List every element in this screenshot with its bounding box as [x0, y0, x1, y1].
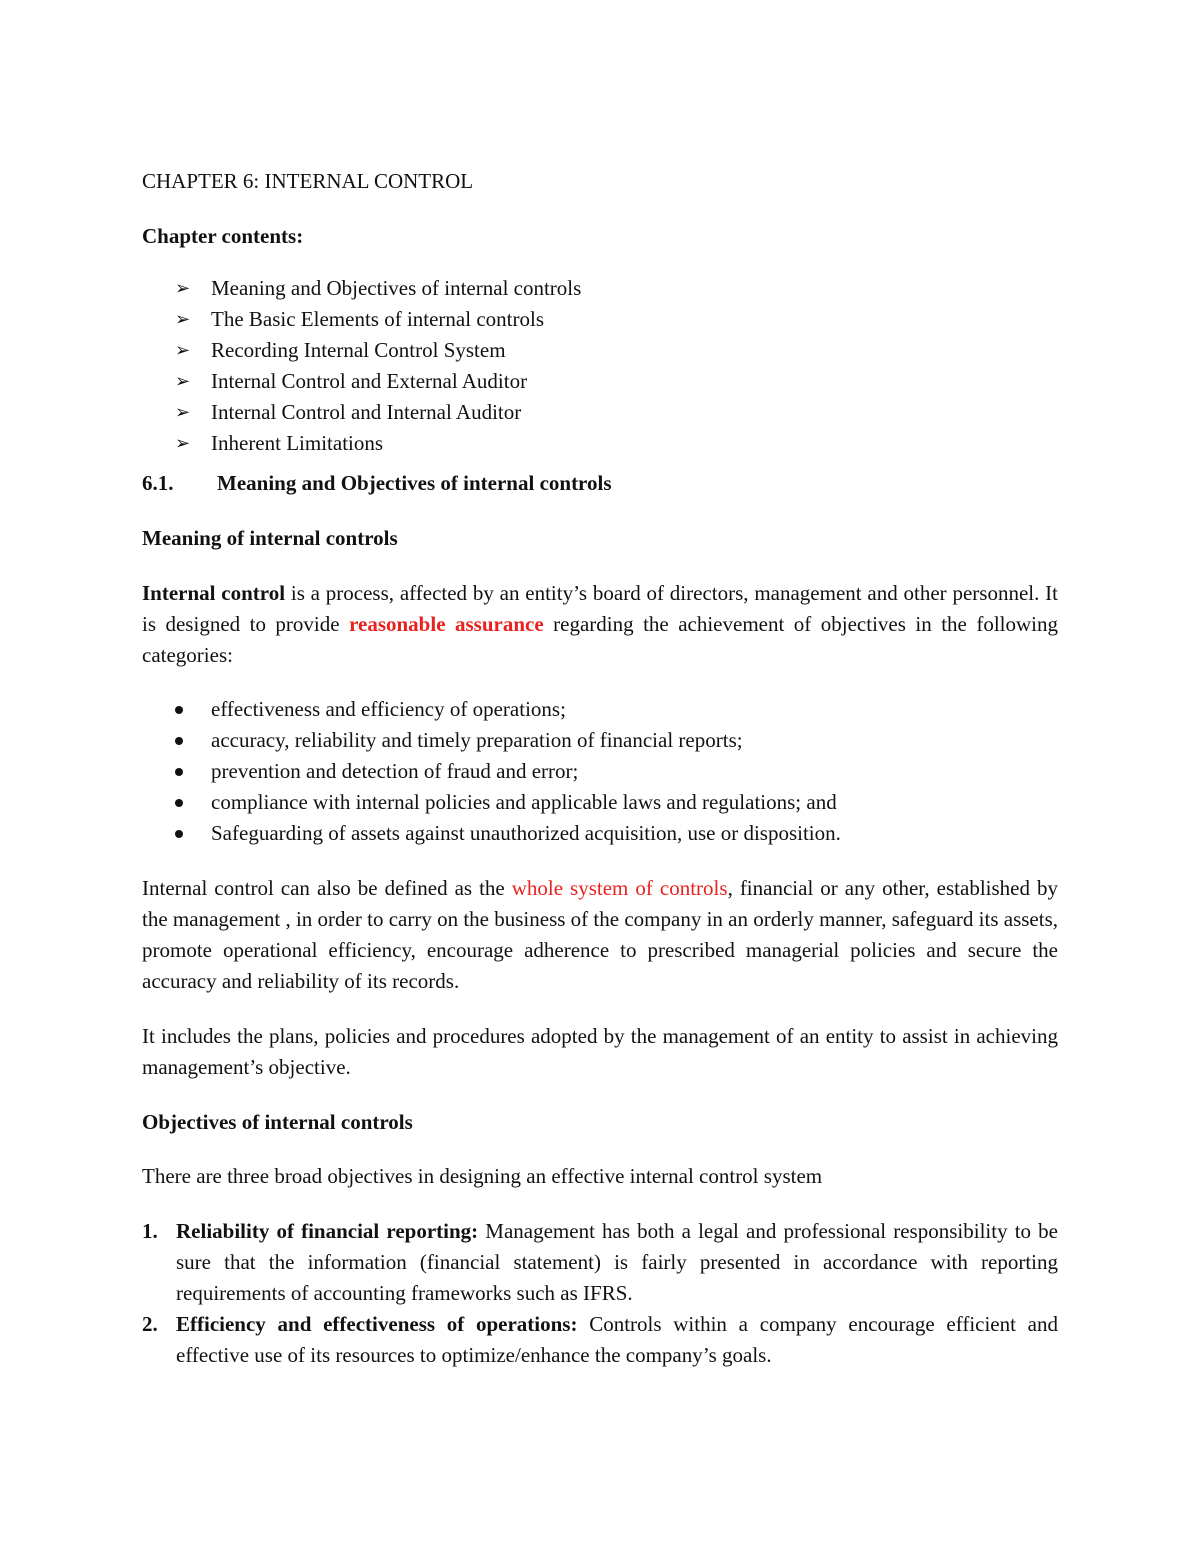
list-item: ➢ Internal Control and External Auditor: [175, 366, 581, 397]
bullet-icon: [175, 768, 183, 776]
list-item: ➢ Internal Control and Internal Auditor: [175, 397, 581, 428]
list-item: ➢ Meaning and Objectives of internal controls: [175, 273, 581, 304]
objectives-intro: There are three broad objectives in designing an effective internal control system: [142, 1164, 823, 1188]
highlight-text: reasonable assurance: [349, 612, 544, 636]
objective-label: Reliability of financial reporting:: [176, 1219, 479, 1243]
bullet-icon: [175, 737, 183, 745]
list-item: prevention and detection of fraud and error;: [175, 756, 841, 787]
list-item: accuracy, reliability and timely preparation of financial reports;: [175, 725, 841, 756]
list-item: ➢ The Basic Elements of internal controls: [175, 304, 581, 335]
list-item: 1. Reliability of financial reporting: Management has both a legal and professional responsibility to be sure that the information (financial statement) is fairly presented in accordance with reporting requirements of accounting frameworks such as IFRS.: [142, 1219, 1058, 1305]
list-item: compliance with internal policies and applicable laws and regulations; and: [175, 787, 841, 818]
highlight-text: whole system of controls: [511, 876, 728, 900]
objective-label: Efficiency and effectiveness of operations:: [176, 1312, 578, 1336]
arrow-bullet-icon: ➢: [175, 309, 191, 330]
chapter-title: CHAPTER 6: INTERNAL CONTROL: [142, 169, 474, 193]
objectives-heading: Objectives of internal controls: [142, 1110, 413, 1134]
arrow-bullet-icon: ➢: [175, 340, 191, 361]
arrow-bullet-icon: ➢: [175, 433, 191, 454]
list-item: ➢ Recording Internal Control System: [175, 335, 581, 366]
categories-list: [175, 694, 841, 849]
bullet-icon: [175, 830, 183, 838]
list-item: ➢ Inherent Limitations: [175, 428, 581, 459]
definition-paragraph: Internal control is a process, affected by an entity’s board of directors, management and other personnel. It is designed to provide reasonable assurance regarding the achievement of objectives in the following categories:: [142, 581, 1058, 667]
arrow-bullet-icon: ➢: [175, 371, 191, 392]
system-definition-paragraph: Internal control can also be defined as the whole system of controls, financial or any other, established by the management , in order to carry on the business of the company in an orderly manner, safeguard its assets, promote operational efficiency, encourage adherence to prescribed managerial policies and secure the accuracy and reliability of its records.: [142, 876, 1058, 993]
list-item: effectiveness and efficiency of operations;: [175, 694, 841, 725]
section-title: Meaning and Objectives of internal controls: [217, 471, 612, 495]
bullet-icon: [175, 706, 183, 714]
list-item: 2. Efficiency and effectiveness of operations: Controls within a company encourage efficient and effective use of its resources to optimize/enhance the company’s goals.: [142, 1312, 1059, 1367]
section-number: 6.1.: [142, 471, 174, 495]
list-item: Safeguarding of assets against unauthorized acquisition, use or disposition.: [175, 818, 841, 849]
plans-paragraph: It includes the plans, policies and procedures adopted by the management of an entity to assist in achieving management’s objective.: [142, 1024, 1058, 1079]
bullet-icon: [175, 799, 183, 807]
arrow-bullet-icon: ➢: [175, 278, 191, 299]
meaning-heading: Meaning of internal controls: [142, 526, 398, 550]
contents-list: [175, 273, 581, 459]
contents-label: Chapter contents:: [142, 224, 304, 248]
defined-term: Internal control: [142, 581, 286, 605]
arrow-bullet-icon: ➢: [175, 402, 191, 423]
objectives-list: [142, 1216, 1058, 1371]
